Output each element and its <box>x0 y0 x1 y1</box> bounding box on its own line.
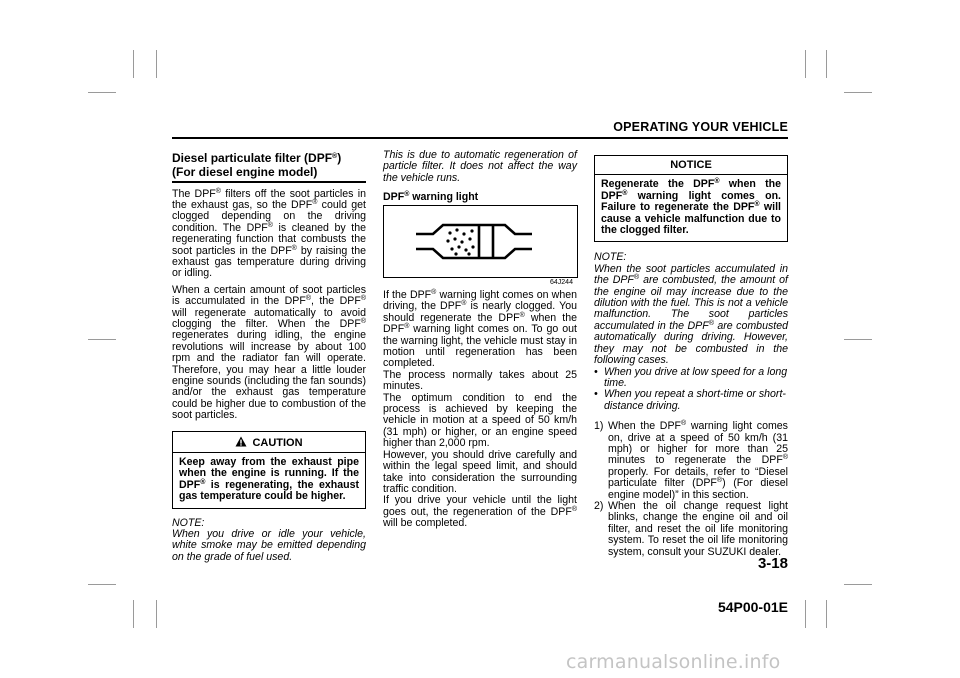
crop-mark <box>156 600 157 628</box>
notice-header: NOTICE <box>595 156 787 175</box>
paragraph: If the DPF® warning light comes on when driving, the DPF® is nearly clogged. You should regenerate the DPF® when the DPF® warning light comes on. To go out the warning light, the vehicle must stay in motion until regeneration has been completed. <box>383 289 578 370</box>
caution-box <box>172 431 366 509</box>
section-rule <box>172 181 366 183</box>
crop-mark <box>805 600 806 628</box>
paragraph: If you drive your vehicle until the light goes out, the regeneration of the DPF® will be completed. <box>383 494 577 530</box>
crop-mark <box>805 50 806 78</box>
notice-text: Regenerate the DPF® when the DPF® warning light comes on. Failure to regenerate the DPF® will cause a vehicle malfunction due to the clogged filter. <box>601 178 782 237</box>
notice-box <box>594 155 788 242</box>
left-column <box>172 152 366 563</box>
numbered-item: 2) When the oil change request light blinks, change the engine oil and oil filter, and reset the oil life monitoring system. To reset the oil life monitoring system, consult your SUZUKI dealer. <box>594 499 788 558</box>
watermark: carmanualsonline.info <box>566 651 781 673</box>
paragraph: The DPF® filters off the soot particles in the exhaust gas, so the DPF® could get clogged depending on the driving condition. The DPF® is cleaned by the regenerating function that combusts the soot particles in the DPF® by raising the exhaust gas temperature during driving or idling. <box>172 187 366 280</box>
note-label: NOTE: <box>172 516 205 529</box>
crop-mark <box>88 584 116 585</box>
dpf-warning-light-figure <box>383 205 578 278</box>
crop-mark <box>844 584 872 585</box>
numbered-item: 1) When the DPF® warning light comes on, drive at a speed of 50 km/h (31 mph) or higher for more than 25 minutes to regenerate the DPF® properly. For details, refer to “Diesel particulate filter (DPF®) (For diesel engine model)” in this section. <box>594 420 788 501</box>
intro-text: This is due to automatic regeneration of particle filter. It does not affect the way the vehicle runs. <box>383 149 577 184</box>
section-title: Diesel particulate filter (DPF®) (For diesel engine model) <box>172 151 342 179</box>
page-header-title: OPERATING YOUR VEHICLE <box>613 120 788 134</box>
crop-mark <box>844 92 872 93</box>
crop-mark <box>826 50 827 78</box>
right-column <box>594 155 788 558</box>
crop-mark <box>88 339 116 340</box>
header-rule <box>172 137 788 139</box>
figure-code: 64J244 <box>550 279 573 286</box>
caution-header: CAUTION <box>173 432 365 453</box>
page-number: 3-18 <box>757 555 788 572</box>
note-label: NOTE: <box>594 251 627 264</box>
warning-light-heading: DPF® warning light <box>383 191 479 204</box>
dpf-warning-light-icon <box>384 206 577 277</box>
middle-column-body <box>383 290 577 530</box>
crop-mark <box>844 339 872 340</box>
crop-mark <box>156 50 157 78</box>
caution-text: Keep away from the exhaust pipe when the engine is running. If the DPF® is regenerating, the exhaust gas temperature could be higher. <box>179 456 359 503</box>
paragraph: The process normally takes about 25 minutes. <box>383 368 577 393</box>
paragraph: The optimum condition to end the process is achieved by keeping the vehicle in motion at a speed of 50 km/h (31 mph) or higher, or an engine speed higher than 2,000 rpm. <box>383 391 577 450</box>
note-text: When the soot particles accumulated in the DPF® are combusted, the amount of the engine oil may increase due to the dilution with the fuel. This is not a vehicle malfunction. The soot particles accumulated in the DPF® are combusted automatically during driving. However, they may not be combusted in the following cases. <box>594 262 788 367</box>
document-code: 54P00-01E <box>717 599 788 615</box>
note-text: When you drive or idle your vehicle, white smoke may be emitted depending on the grade of fuel used. <box>172 528 366 563</box>
paragraph: However, you should drive carefully and within the legal speed limit, and should take into consideration the surrounding traffic condition. <box>383 448 577 495</box>
warning-triangle-icon <box>235 436 247 447</box>
paragraph: When a certain amount of soot particles is accumulated in the DPF®, the DPF® will regenerate automatically to avoid clogging the filter. When the DPF® regenerates during idling, the engine revolutions will increase by about 100 rpm and the radiator fan will operate. Therefore, you may hear a little louder engine sounds (including the fan sounds) and/or the exhaust gas temperature could be higher due to combustion of the soot particles. <box>172 283 366 422</box>
list-item: • When you repeat a short-time or short-distance driving. <box>594 388 786 412</box>
crop-mark <box>133 50 134 78</box>
crop-mark <box>133 600 134 628</box>
crop-mark <box>826 600 827 628</box>
list-item: • When you drive at low speed for a long time. <box>594 365 788 389</box>
middle-column <box>383 150 577 204</box>
crop-mark <box>88 92 116 93</box>
